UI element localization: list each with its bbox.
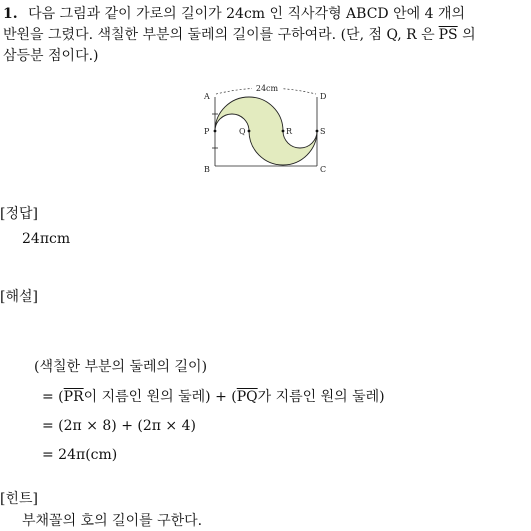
- width-label: 24cm: [255, 84, 279, 93]
- segment-pr: $\overline{PR}$: [63, 389, 84, 405]
- explanation-line-4: = 24π(cm): [42, 447, 118, 463]
- label-a: A: [204, 92, 210, 101]
- point-s: [316, 130, 319, 133]
- segment-ps: $\overline{PS}$: [438, 27, 458, 43]
- answer-value: 24πcm: [22, 231, 71, 247]
- answer-heading: [정답]: [0, 206, 38, 222]
- segment-pq: $\overline{PQ}$: [236, 389, 258, 405]
- point-r: [282, 130, 285, 133]
- explanation-line-2b: 이 지름인 원의 둘레) + (: [83, 389, 237, 405]
- problem-text-2-tail: 의: [457, 27, 476, 43]
- problem-text-3: 삼등분 점이다.): [3, 48, 99, 64]
- problem-line-3: [3, 47, 99, 65]
- explanation-line-1: (색칠한 부분의 둘레의 길이): [34, 359, 208, 375]
- semicircle-figure: [200, 84, 340, 176]
- label-b: B: [204, 165, 210, 174]
- problem-text-1: 다음 그림과 같이 가로의 길이가 24cm 인 직사각형 ABCD 안에 4 개의: [28, 6, 465, 22]
- problem-line-2: [3, 26, 476, 44]
- explanation-line-2a: = (: [42, 389, 64, 405]
- point-q: [248, 130, 251, 133]
- point-p: [214, 130, 217, 133]
- explanation-line-2c: 가 지름인 원의 둘레): [257, 389, 385, 405]
- label-q: Q: [239, 127, 246, 136]
- label-d: D: [320, 92, 327, 101]
- problem-number: 1.: [3, 6, 18, 22]
- explanation-heading: [해설]: [0, 289, 38, 305]
- problem-line-1: [3, 5, 465, 23]
- problem-text-2: 반원을 그렸다. 색칠한 부분의 둘레의 길이를 구하여라. (단, 점 Q, R 은: [3, 27, 435, 43]
- explanation-line-2: [42, 388, 385, 406]
- hint-heading: [힌트]: [0, 491, 38, 507]
- label-c: C: [320, 165, 327, 174]
- label-p: P: [204, 127, 210, 136]
- hint-text: 부채꼴의 호의 길이를 구한다.: [22, 513, 203, 529]
- label-r: R: [286, 127, 293, 136]
- label-s: S: [320, 127, 326, 136]
- explanation-line-3: = (2π × 8) + (2π × 4): [42, 418, 196, 434]
- shaded-region: [215, 97, 317, 165]
